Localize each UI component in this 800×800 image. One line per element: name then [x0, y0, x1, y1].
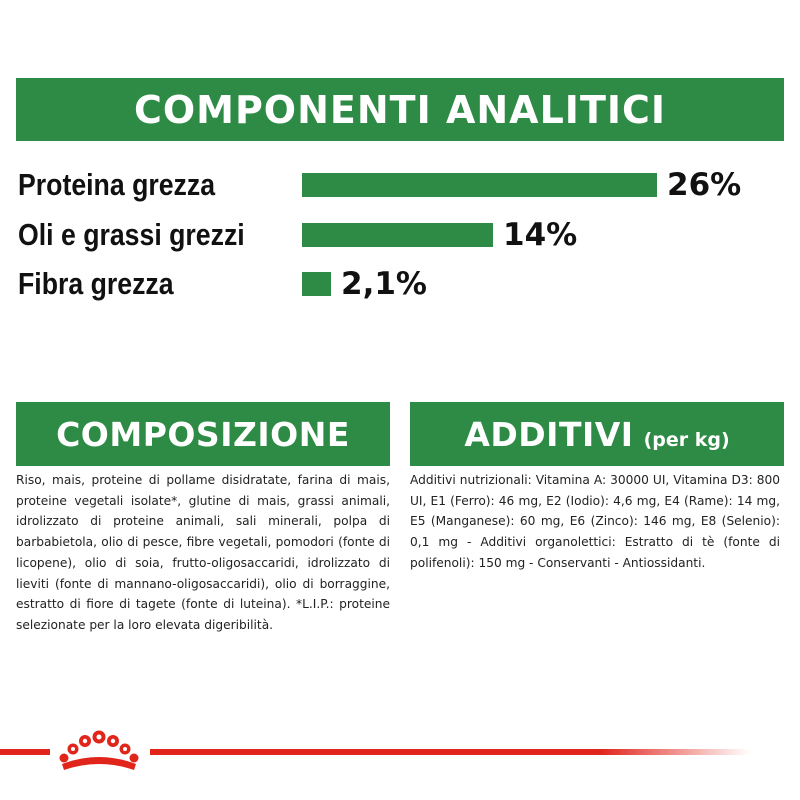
analytic-label: Proteina grezza: [18, 167, 216, 202]
analitici-title: COMPONENTI ANALITICI: [133, 87, 667, 132]
royal-canin-crown-icon: [54, 728, 144, 776]
additivi-subtitle: (per kg): [643, 429, 730, 451]
analytic-row-proteina: [0, 165, 800, 205]
analytic-bar: [302, 223, 493, 247]
footer-line-left: [0, 749, 50, 755]
additivi-banner: [410, 402, 784, 466]
analytic-value: 2,1%: [341, 266, 427, 302]
analytic-row-oli-grassi: [0, 215, 800, 255]
analytic-bar: [302, 272, 331, 296]
analytic-bar: [302, 173, 657, 197]
analitici-banner: [16, 78, 784, 141]
additivi-text: Additivi nutrizionali: Vitamina A: 30000 UI, Vitamina D3: 800 UI, E1 (Ferro): 46 mg, E2 (Iodio): 4,6 mg, E4 (Rame): 14 mg, E5 (Manganese): 60 mg, E6 (Zinco): 146 mg, E8 (Selenio): 0,1 mg - Additivi organolettici: Estratto di tè (fonte di polifenoli): 150 mg - Conservanti - Antiossidanti.: [410, 473, 780, 570]
analytic-label: Fibra grezza: [18, 266, 174, 301]
analytic-value: 14%: [503, 217, 578, 253]
footer-line-right: [150, 749, 750, 755]
analytic-label: Oli e grassi grezzi: [18, 217, 245, 252]
additivi-title: ADDITIVI: [464, 414, 634, 454]
composizione-text: Riso, mais, proteine di pollame disidratate, farina di mais, proteine vegetali isolate*, glutine di mais, grassi animali, idrolizzato di proteine animali, sali minerali, polpa di barbabietola, olio di pesce, fibre vegetali, pomodori (fonte di licopene), olio di soia, frutto-oligosaccaridi, idrolizzato di lieviti (fonte di mannano-oligosaccaridi), olio di borraggine, estratto di fiore di tagete (fonte di luteina). *L.I.P.: proteine selezionate per la loro elevata digeribilità.: [16, 473, 390, 632]
composizione-title: COMPOSIZIONE: [56, 414, 350, 454]
analytic-row-fibra: [0, 264, 800, 304]
analytic-value: 26%: [667, 167, 742, 203]
composizione-banner: [16, 402, 390, 466]
